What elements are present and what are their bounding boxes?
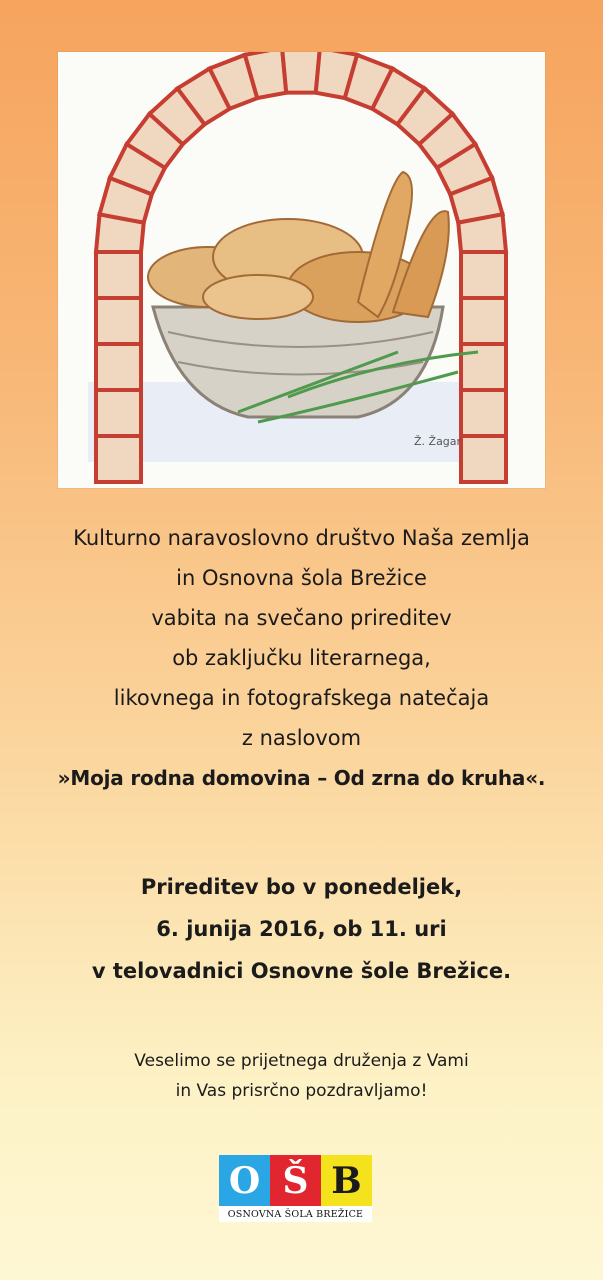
event-line: v telovadnici Osnovne šole Brežice. [91, 959, 512, 983]
drawing-canvas [58, 52, 545, 488]
event-line: 6. junija 2016, ob 11. uri [156, 917, 447, 941]
pillar-brick [96, 344, 141, 390]
arch-brick [458, 214, 506, 252]
logo-letter-o: O [219, 1155, 270, 1206]
pillar-brick [96, 252, 141, 298]
invitation-line: in Osnovna šola Brežice [176, 566, 427, 590]
artist-signature: Ž. Žagar [414, 435, 462, 448]
invitation-text [0, 518, 603, 798]
arch-brick [282, 52, 320, 93]
greeting-line: in Vas prisrčno pozdravljamo! [175, 1081, 428, 1101]
pillar-brick [96, 436, 141, 482]
pillar-brick [461, 252, 506, 298]
pillar-brick [461, 344, 506, 390]
school-logo [219, 1155, 372, 1222]
pillar-brick [461, 298, 506, 344]
invitation-line: Kulturno naravoslovno društvo Naša zemlja [73, 526, 530, 550]
greeting-text [0, 1046, 603, 1106]
bread-basket-drawing [58, 52, 545, 488]
invitation-line: vabita na svečano prireditev [151, 606, 452, 630]
pillar-brick [461, 436, 506, 482]
logo-caption: OSNOVNA ŠOLA BREŽICE [227, 1209, 364, 1220]
invitation-line: z naslovom [241, 726, 362, 750]
logo-letter-s: Š [270, 1155, 321, 1206]
invitation-line: ob zaključku literarnega, [172, 646, 431, 670]
contest-title: »Moja rodna domovina – Od zrna do kruha«. [57, 766, 546, 790]
logo-letter-b: B [321, 1155, 372, 1206]
pillar-brick [96, 390, 141, 436]
event-details [0, 866, 603, 992]
bread-loaves [148, 172, 449, 322]
event-line: Prireditev bo v ponedeljek, [140, 875, 463, 899]
pillar-brick [96, 298, 141, 344]
invitation-line: likovnega in fotografskega natečaja [113, 686, 490, 710]
greeting-line: Veselimo se prijetnega druženja z Vami [134, 1051, 469, 1071]
pillar-brick [461, 390, 506, 436]
logo-tiles [219, 1155, 372, 1206]
